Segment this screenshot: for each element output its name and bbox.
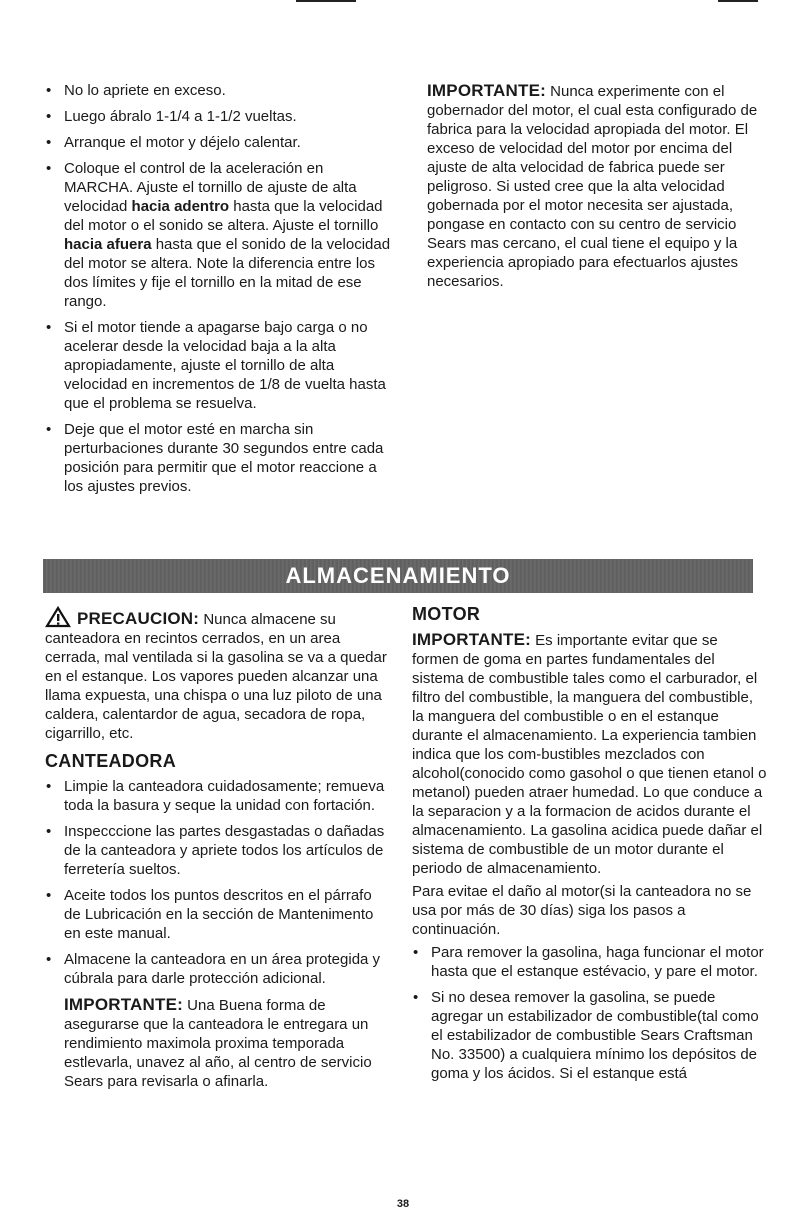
list-item: • Limpie la canteadora cuidadosamente; remueva toda la basura y seque la unidad con fortación. [45,777,391,815]
motor-important-note: IMPORTANTE: Es importante evitar que se formen de goma en partes fundamentales del sistema de combustible tales como el carburador, el filtro del combustible, la manguera del combustible, la manguera del combustible o en el estanque durante el almacenamiento. La experiencia tambien indica que los com-bustibles mezclados con alcohol(conocido como gasohol o que tienen etanol o metanol) pueden atraer humedad. Lo que conduce a la separacion y a la formacion de acidos durante el almacenamiento. La gasolina acidica puede dañar el sistema de combustible de un motor durante el periodo de almacenamiento. [412,630,767,877]
list-item: • Inspecccione las partes desgastadas o dañadas de la canteadora y apriete todos los artículos de ferretería sueltos. [45,822,391,879]
list-item: • Si no desea remover la gasolina, se puede agregar un estabilizador de combustible(tal como el estabilizador de combustible Sears Craftsman No. 33500) a cualquiera mínimo los depósitos de goma y los ácidos. Si el estanque está [412,988,768,1083]
warning-triangle-icon [45,606,71,628]
canteadora-heading: CANTEADORA [45,751,176,771]
list-item: • Para remover la gasolina, haga funcionar el motor hasta que el estanque estévacio, y pare el motor. [412,943,768,981]
list-item: • No lo apriete en exceso. [45,81,395,100]
list-item: • Luego ábralo 1-1/4 a 1-1/2 vueltas. [45,107,395,126]
emphasis-outward: hacia afuera [64,236,152,253]
list-item: • Arranque el motor y déjelo calentar. [45,133,395,152]
section-title: ALMACENAMIENTO [285,563,511,588]
motor-heading: MOTOR [412,604,481,624]
storage-left-column [45,606,391,1091]
list-item: • Almacene la canteadora en un área protegida y cúbrala para darle protección adicional. [45,950,391,988]
caution-label: PRECAUCION: [77,609,200,628]
motor-steps-list [412,943,768,1083]
list-item: • Si el motor tiende a apagarse bajo carga o no acelerar desde la velocidad baja a la alta apropiadamente, ajuste el tornillo de alta velocidad en incrementos de 1/8 de vuelta hasta que el problema se resuelva. [45,318,395,413]
adjustment-steps-list [45,81,395,496]
list-item: • Aceite todos los puntos descritos en el párrafo de Lubricación en la sección de Mantenimento en este manual. [45,886,391,943]
list-item: • Deje que el motor esté en marcha sin perturbaciones durante 30 segundos entre cada posición para permitir que el motor reaccione a los ajustes previos. [45,420,395,496]
page-number: 38 [396,1198,410,1210]
important-label: IMPORTANTE: [412,630,531,649]
adjustment-steps-column [45,81,395,503]
caution-paragraph: PRECAUCION: Nunca almacene su canteadora en recintos cerrados, en un area cerrada, mal ventilada si la gasolina se va a quedar en el estanque. Los vapores pueden alcanzar una llama expuesta, una chispa o una luz piloto de una caldera, calentardor de agua, secadora de ropa, cigarrillo, etc. [45,606,391,743]
top-edge-mark-left [296,0,356,2]
storage-right-column [412,604,768,1090]
canteadora-important-note: IMPORTANTE: Una Buena forma de asegurarse que la canteadora le entregara un rendimiento maximola proxima temporada estlevarla, unavez al año, al centro de servicio Sears para revisarla o afinarla. [64,995,372,1090]
emphasis-inward: hacia adentro [131,198,230,215]
governor-important-note: IMPORTANTE: Nunca experimente con el gobernador del motor, el cual esta configurado de fabrica para la velocidad apropiada del motor. El exceso de velocidad del motor por encima del ajuste de alta velocidad de fabrica puede ser peligroso. Si usted cree que la alta velocidad gobernada por el motor necesita ser ajustada, pongase en contacto con su centro de servicio Sears mas cercano, el cual tiene el equipo y la experiencia apropiado para efectuarlos ajustes necesarios. [427,81,758,290]
motor-intro: Para evitae el daño al motor(si la canteadora no se usa por más de 30 días) siga los pasos a continuación. [412,883,752,938]
important-label: IMPORTANTE: [427,81,546,100]
important-label: IMPORTANTE: [64,995,183,1014]
canteadora-list [45,777,391,988]
list-item: • Coloque el control de la aceleración en MARCHA. Ajuste el tornillo de ajuste de alta velocidad hacia adentro hasta que la velocidad del motor o el sonido se altera. Ajuste el tornillo hacia afuera hasta que el sonido de la velocidad del motor se altera. Note la diferencia entre los dos límites y fije el tornillo en la mitad de ese rango. [45,159,395,311]
governor-note-column [427,81,767,291]
top-edge-mark-right [718,0,758,2]
section-header-band [43,559,753,593]
